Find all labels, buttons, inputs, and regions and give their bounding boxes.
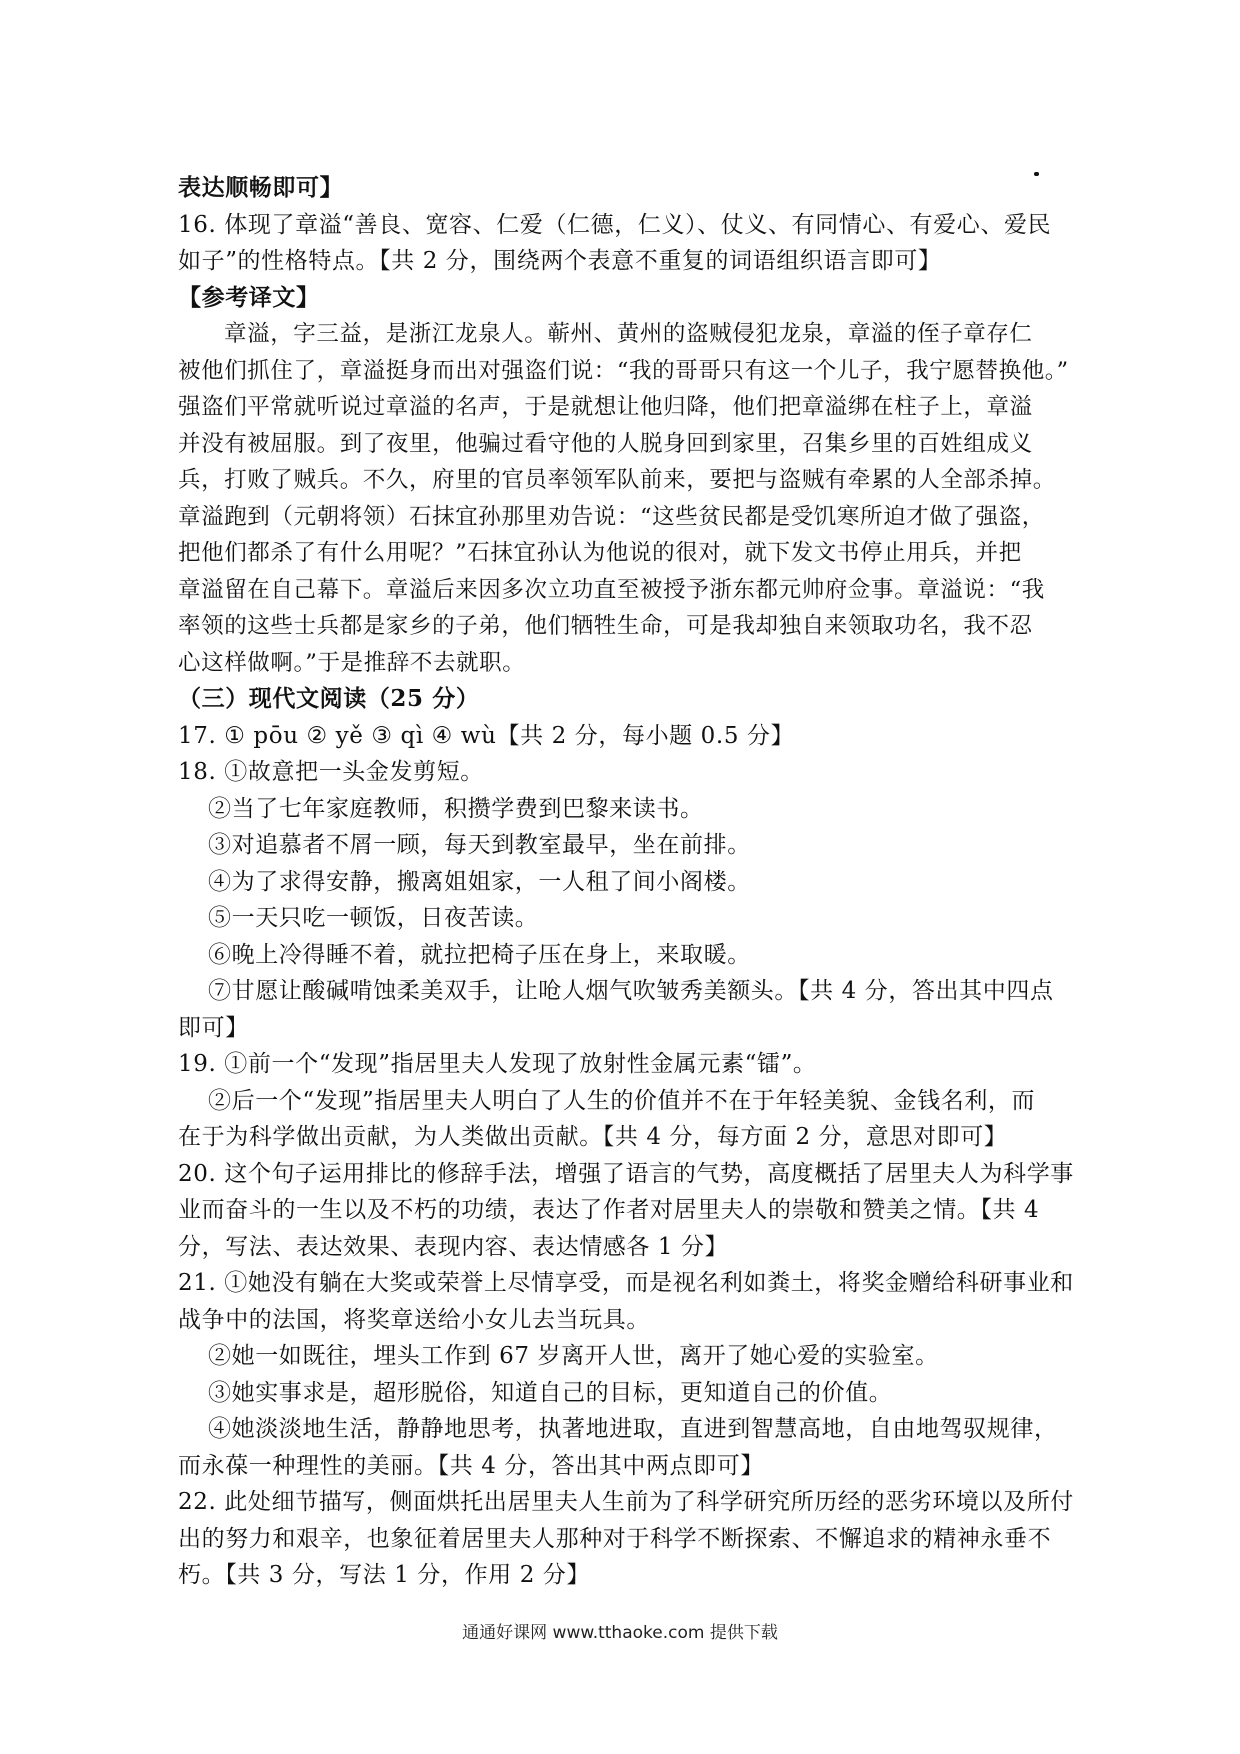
answer-18-line: ⑥晚上冷得睡不着，就拉把椅子压在身上，来取暖。 [208,941,751,968]
answer-17: 17. ① pōu ② yě ③ qì ④ wù【共 2 分，每小题 0.5 分】 [178,722,795,749]
answer-20-line: 业而奋斗的一生以及不朽的功绩，表达了作者对居里夫人的崇敬和赞美之情。【共 4 [178,1197,1040,1223]
answer-19-line: 19. ①前一个“发现”指居里夫人发现了放射性金属元素“镭”。 [178,1051,817,1077]
answer-19-line: ②后一个“发现”指居里夫人明白了人生的价值并不在于年轻美貌、金钱名利，而 [208,1087,1036,1114]
answer-21-line: 21. ①她没有躺在大奖或荣誉上尽情享受，而是视名利如粪土，将奖金赠给科研事业和 [178,1270,1074,1296]
translation-line: 被他们抓住了，章溢挺身而出对强盗们说：“我的哥哥只有这一个儿子，我宁愿替换他。” [178,357,1069,384]
translation-line: 心这样做啊。”于是推辞不去就职。 [178,649,526,676]
answer-text-line: 表达顺畅即可】 [178,174,344,201]
answer-18-line: ⑤一天只吃一顿饭，日夜苦读。 [208,905,539,931]
translation-line: 强盗们平常就听说过章溢的名声，于是就想让他归降，他们把章溢绑在柱子上，章溢 [178,394,1033,420]
answer-21-line: 而永葆一种理性的美丽。【共 4 分，答出其中两点即可】 [178,1452,764,1479]
translation-line: 兵，打败了贼兵。不久，府里的官员率领军队前来，要把与盗贼有牵累的人全部杀掉。 [178,467,1056,493]
answer-21-line: 战争中的法国，将奖章送给小女儿去当玩具。 [178,1306,650,1333]
answer-18-line: ④为了求得安静，搬离姐姐家，一人租了间小阁楼。 [208,868,751,895]
translation-line: 把他们都杀了有什么用呢？”石抹宜孙认为他说的很对，就下发文书停止用兵，并把 [178,540,1022,566]
answer-22-line: 22. 此处细节描写，侧面烘托出居里夫人生前为了科学研究所历经的恶劣环境以及所付 [178,1489,1074,1515]
translation-heading: 【参考译文】 [178,283,320,311]
answer-22-line: 出的努力和艰辛，也象征着居里夫人那种对于科学不断探索、不懈追求的精神永垂不 [178,1525,1052,1552]
translation-line: 并没有被屈服。到了夜里，他骗过看守他的人脱身回到家里，召集乡里的百姓组成义 [178,430,1033,457]
section-heading: （三）现代文阅读（25 分） [178,685,480,712]
answer-16-line-1: 16. 体现了章溢“善良、宽容、仁爱（仁德，仁义）、仗义、有同情心、有爱心、爱民 [178,211,1052,238]
answer-16-line-2: 如子”的性格特点。【共 2 分，围绕两个表意不重复的词语组织语言即可】 [178,248,942,274]
translation-block [178,316,1090,681]
answer-21-line: ③她实事求是，超形脱俗，知道自己的目标，更知道自己的价值。 [208,1379,893,1406]
answer-18-line: ③对追慕者不屑一顾，每天到教室最早，坐在前排。 [208,832,751,858]
answer-20-line: 分，写法、表达效果、表现内容、表达情感各 1 分】 [178,1233,729,1260]
answer-document [178,170,1090,1594]
translation-line: 率领的这些士兵都是家乡的子弟，他们牺牲生命，可是我却独自来领取功名，我不忍 [178,613,1033,639]
answer-21-line: ④她淡淡地生活，静静地思考，执著地进取，直进到智慧高地，自由地驾驭规律， [208,1416,1058,1442]
answer-18-line: 18. ①故意把一头金发剪短。 [178,759,484,785]
translation-line: 章溢，字三益，是浙江龙泉人。蕲州、黄州的盗贼侵犯龙泉，章溢的侄子章存仁 [224,321,1033,347]
answer-18-line: ②当了七年家庭教师，积攒学费到巴黎来读书。 [208,795,704,822]
answer-22-line: 朽。【共 3 分，写法 1 分，作用 2 分】 [178,1562,591,1588]
answer-19-line: 在于为科学做出贡献，为人类做出贡献。【共 4 分，每方面 2 分，意思对即可】 [178,1124,1008,1150]
translation-line: 章溢留在自己幕下。章溢后来因多次立功直至被授予浙东都元帅府佥事。章溢说：“我 [178,576,1045,603]
answer-18-line: 即可】 [178,1014,249,1041]
answer-18-line: ⑦甘愿让酸碱啃蚀柔美双手，让呛人烟气吹皱秀美额头。【共 4 分，答出其中四点 [208,978,1054,1004]
answer-20-line: 20. 这个句子运用排比的修辞手法，增强了语言的气势，高度概括了居里夫人为科学事 [178,1160,1074,1187]
answer-21-line: ②她一如既往，埋头工作到 67 岁离开人世，离开了她心爱的实验室。 [208,1343,939,1369]
page-footer: 通通好课网 www.tthaoke.com 提供下载 [462,1623,778,1643]
translation-line: 章溢跑到（元朝将领）石抹宜孙那里劝告说：“这些贫民都是受饥寒所迫才做了强盗， [178,503,1045,530]
